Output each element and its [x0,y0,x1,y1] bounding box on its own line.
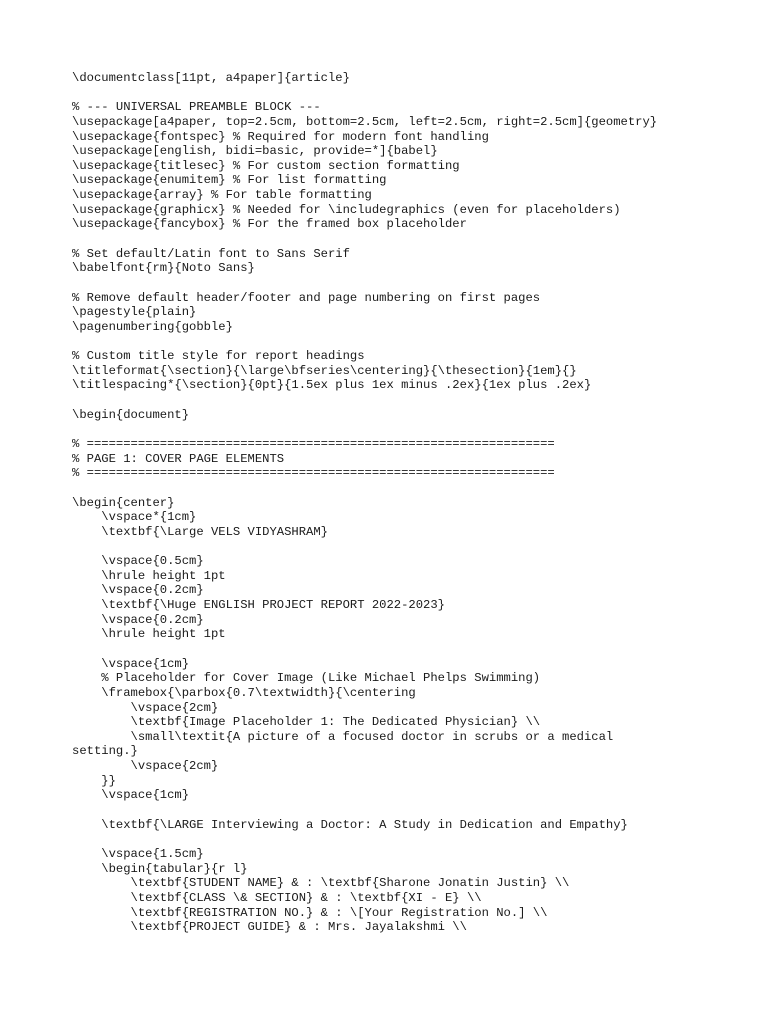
source-line: \documentclass[11pt, a4paper]{article} [72,71,350,85]
source-line: % Remove default header/footer and page numbering on first pages [72,290,541,305]
source-line: \titlespacing*{\section}{0pt}{1.5ex plus 1ex minus .2ex}{1ex plus .2ex} [72,378,592,393]
source-line: \textbf{\Huge ENGLISH PROJECT REPORT 2022-2023} [72,598,445,613]
source-line: \pagenumbering{gobble} [72,319,233,334]
source-line: \hrule height 1pt [72,627,226,642]
source-line: \vspace{0.2cm} [72,612,204,627]
source-line [72,481,657,496]
source-line: % Custom title style for report headings [72,349,365,364]
source-line: \vspace{1.5cm} [72,846,204,861]
source-line: \begin{document} [72,407,190,422]
source-line: \textbf{\Large VELS VIDYASHRAM} [72,524,328,539]
source-line: \begin{tabular}{r l} [72,861,248,876]
source-line: \usepackage{titlesec} % For custom section formatting [72,158,460,173]
source-line [72,642,657,657]
source-line: \vspace{1cm} [72,656,190,671]
source-line [72,832,657,847]
source-line: \textbf{STUDENT NAME} & : \textbf{Sharone Jonatin Justin} \\ [72,876,570,891]
source-line: \textbf{\LARGE Interviewing a Doctor: A Study in Dedication and Empathy} [72,817,628,832]
source-line: \textbf{Image Placeholder 1: The Dedicated Physician} \\ [72,715,541,730]
source-line: }} [72,773,116,788]
source-line [72,276,657,291]
source-line [72,86,657,101]
source-line: \usepackage[a4paper, top=2.5cm, bottom=2.5cm, left=2.5cm, right=2.5cm]{geometry} [72,114,658,129]
source-line: \usepackage[english, bidi=basic, provide=*]{babel} [72,144,438,159]
source-line: \vspace{0.5cm} [72,554,204,569]
source-line: % ================================================================ [72,466,555,481]
source-line: \usepackage{enumitem} % For list formatting [72,173,387,188]
source-line: \usepackage{graphicx} % Needed for \includegraphics (even for placeholders) [72,202,621,217]
source-line [72,422,657,437]
source-line: \pagestyle{plain} [72,305,197,320]
source-line: \usepackage{fancybox} % For the framed box placeholder [72,217,467,232]
source-line: \hrule height 1pt [72,568,226,583]
source-line: \framebox{\parbox{0.7\textwidth}{\centering [72,685,416,700]
source-line: \small\textit{A picture of a focused doctor in scrubs or a medical [72,729,614,744]
source-line: % --- UNIVERSAL PREAMBLE BLOCK --- [72,100,321,115]
source-line [72,803,657,818]
source-line: % Placeholder for Cover Image (Like Michael Phelps Swimming) [72,671,541,686]
source-line: \vspace{0.2cm} [72,583,204,598]
source-line: \textbf{CLASS \& SECTION} & : \textbf{XI - E} \\ [72,890,482,905]
source-line: \vspace*{1cm} [72,510,197,525]
source-line: % Set default/Latin font to Sans Serif [72,246,350,261]
source-line: setting.} [72,744,138,759]
source-line: % ================================================================ [72,437,555,452]
source-line: \usepackage{array} % For table formatting [72,188,372,203]
source-line: \usepackage{fontspec} % Required for modern font handling [72,129,489,144]
source-line [72,232,657,247]
source-line: \vspace{1cm} [72,788,190,803]
source-line [72,540,657,555]
source-line: \titleformat{\section}{\large\bfseries\centering}{\thesection}{1em}{} [72,363,577,378]
source-line: \vspace{2cm} [72,759,219,774]
source-line: \textbf{REGISTRATION NO.} & : \[Your Registration No.] \\ [72,905,548,920]
source-line: \textbf{PROJECT GUIDE} & : Mrs. Jayalakshmi \\ [72,920,467,935]
source-line: \babelfont{rm}{Noto Sans} [72,261,255,276]
latex-source-text [72,71,657,935]
source-line [72,393,657,408]
source-line: % PAGE 1: COVER PAGE ELEMENTS [72,451,285,466]
source-line [72,335,657,350]
source-line: \vspace{2cm} [72,700,219,715]
source-line: \begin{center} [72,495,175,510]
